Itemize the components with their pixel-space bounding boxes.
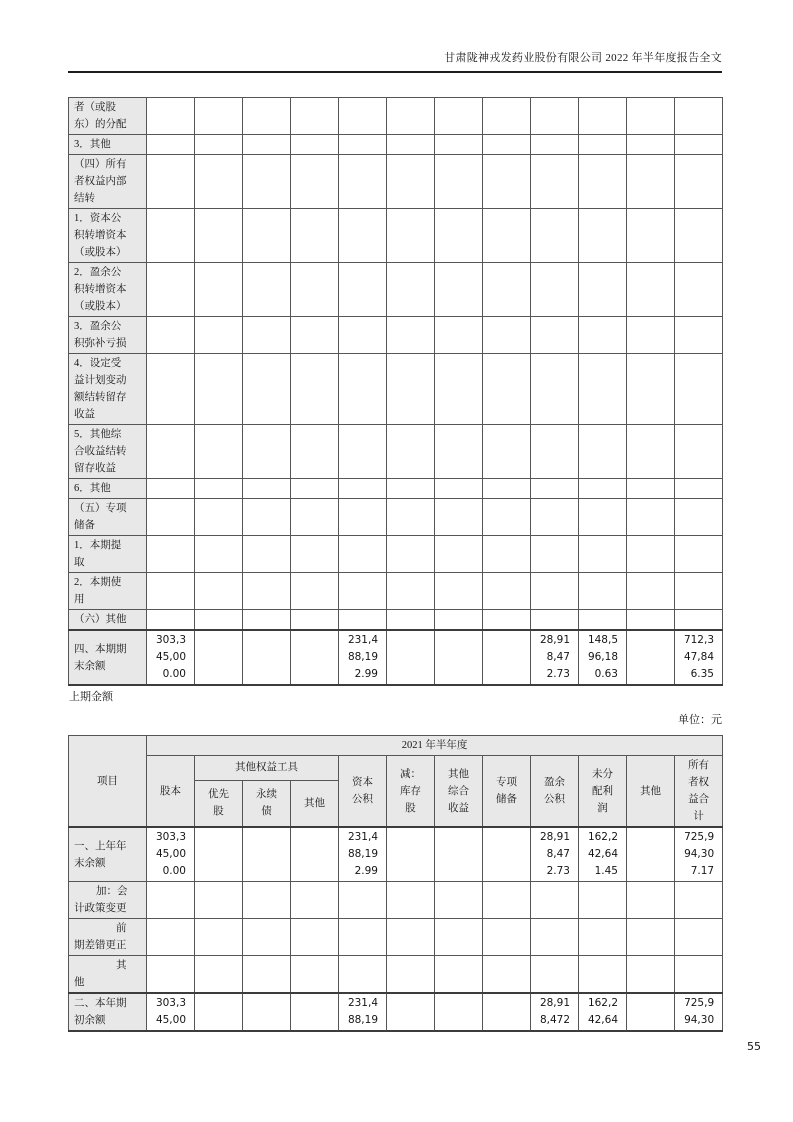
cell-value: [483, 536, 531, 573]
row-label: 2．盈余公积转增资本（或股本）: [69, 263, 147, 317]
cell-value: [531, 536, 579, 573]
cell-value: [339, 317, 387, 354]
col-header-group-other: 其他: [291, 780, 339, 827]
cell-value: [675, 573, 723, 610]
cell-value: [579, 536, 627, 573]
cell-value: [531, 882, 579, 919]
cell-value: [531, 135, 579, 155]
cell-value: [435, 499, 483, 536]
section-label-prior-period: 上期金额: [69, 691, 113, 703]
cell-value: [579, 135, 627, 155]
col-header-less-treasury-stock: 减：库存股: [387, 756, 435, 828]
table-row: [69, 536, 723, 573]
cell-value: [147, 317, 195, 354]
cell-value: [243, 479, 291, 499]
cell-value: [339, 573, 387, 610]
row-label: （六）其他: [69, 610, 147, 631]
cell-value: [435, 882, 483, 919]
cell-value: [147, 573, 195, 610]
cell-value: [675, 499, 723, 536]
cell-value: [291, 354, 339, 425]
cell-value: [195, 135, 243, 155]
cell-value: [195, 263, 243, 317]
cell-value: [627, 610, 675, 631]
cell-value: [243, 155, 291, 209]
cell-value: [531, 354, 579, 425]
cell-value: [627, 630, 675, 685]
cell-value: [627, 536, 675, 573]
cell-value: [627, 209, 675, 263]
cell-value: [483, 425, 531, 479]
table-row: [69, 919, 723, 956]
col-header-total-owners-equity: 所有者权益合计: [675, 756, 723, 828]
header-row-period: [69, 736, 723, 756]
cell-value: [483, 610, 531, 631]
col-header-capital-reserve: 资本公积: [339, 756, 387, 828]
row-label: 5．其他综合收益结转留存收益: [69, 425, 147, 479]
row-label: 其他: [69, 956, 147, 994]
cell-value: [435, 425, 483, 479]
cell-value: [291, 993, 339, 1031]
row-label: 一、上年年末余额: [69, 827, 147, 882]
cell-value: [387, 573, 435, 610]
cell-value: [531, 98, 579, 135]
cell-value: [579, 155, 627, 209]
cell-value: [195, 573, 243, 610]
cell-value: [339, 98, 387, 135]
cell-value: [147, 209, 195, 263]
cell-value: [627, 499, 675, 536]
table-row: [69, 993, 723, 1031]
cell-value: [675, 354, 723, 425]
cell-value: [195, 919, 243, 956]
cell-value: [483, 354, 531, 425]
cell-value: [147, 610, 195, 631]
cell-value: [579, 573, 627, 610]
cell-value: [291, 98, 339, 135]
cell-value: [243, 573, 291, 610]
cell-value: [435, 354, 483, 425]
cell-value: [435, 919, 483, 956]
cell-value: [531, 317, 579, 354]
cell-value: [483, 263, 531, 317]
cell-value: [339, 135, 387, 155]
cell-value: [579, 499, 627, 536]
cell-value: [387, 98, 435, 135]
row-label: 加：会计政策变更: [69, 882, 147, 919]
cell-value: [147, 425, 195, 479]
cell-value: [531, 610, 579, 631]
cell-value: [627, 956, 675, 994]
cell-value: [243, 919, 291, 956]
col-header-period: 2021 年半年度: [147, 736, 723, 756]
cell-value: [435, 263, 483, 317]
cell-value: [627, 882, 675, 919]
cell-value: [243, 425, 291, 479]
header-row-groups: [69, 756, 723, 781]
cell-value: [579, 425, 627, 479]
cell-value: [675, 919, 723, 956]
row-label: 者（或股东）的分配: [69, 98, 147, 135]
table-row: [69, 425, 723, 479]
row-label: 1．本期提取: [69, 536, 147, 573]
cell-value: [483, 317, 531, 354]
cell-value: [195, 956, 243, 994]
cell-value: [339, 479, 387, 499]
cell-value: 28,918,472.73: [531, 630, 579, 685]
cell-value: [243, 827, 291, 882]
table-row: [69, 827, 723, 882]
cell-value: [387, 354, 435, 425]
header-rule: [68, 71, 722, 73]
row-label: 3．盈余公积弥补亏损: [69, 317, 147, 354]
cell-value: [147, 135, 195, 155]
cell-value: [627, 919, 675, 956]
cell-value: [531, 425, 579, 479]
cell-value: [243, 135, 291, 155]
cell-value: [483, 630, 531, 685]
cell-value: [195, 993, 243, 1031]
col-header-item: 项目: [69, 736, 147, 828]
cell-value: [483, 827, 531, 882]
row-label: 2．本期使用: [69, 573, 147, 610]
cell-value: [627, 993, 675, 1031]
row-label: 二、本年期初余额: [69, 993, 147, 1031]
cell-value: [531, 479, 579, 499]
cell-value: [579, 956, 627, 994]
col-header-undistributed-profit: 未分配利润: [579, 756, 627, 828]
cell-value: [675, 317, 723, 354]
cell-value: [387, 956, 435, 994]
page-number: 55: [747, 1040, 761, 1053]
table-row: [69, 956, 723, 994]
table-row: [69, 263, 723, 317]
col-header-special-reserve: 专项储备: [483, 756, 531, 828]
cell-value: [339, 499, 387, 536]
cell-value: [147, 98, 195, 135]
table-row: [69, 630, 723, 685]
cell-value: [243, 993, 291, 1031]
cell-value: [483, 919, 531, 956]
cell-value: [675, 155, 723, 209]
cell-value: [291, 536, 339, 573]
equity-change-table-current-period: [68, 97, 723, 686]
cell-value: [147, 499, 195, 536]
row-label: （五）专项储备: [69, 499, 147, 536]
cell-value: [147, 536, 195, 573]
cell-value: [195, 499, 243, 536]
cell-value: [387, 317, 435, 354]
cell-value: [483, 98, 531, 135]
cell-value: [675, 536, 723, 573]
cell-value: [531, 209, 579, 263]
cell-value: [483, 135, 531, 155]
cell-value: [579, 919, 627, 956]
cell-value: [435, 956, 483, 994]
cell-value: [627, 573, 675, 610]
cell-value: [339, 956, 387, 994]
row-label: 4．设定受益计划变动额结转留存收益: [69, 354, 147, 425]
cell-value: [291, 425, 339, 479]
cell-value: [675, 425, 723, 479]
cell-value: [291, 827, 339, 882]
cell-value: [531, 956, 579, 994]
cell-value: [339, 536, 387, 573]
cell-value: [387, 135, 435, 155]
cell-value: [483, 573, 531, 610]
cell-value: [627, 354, 675, 425]
col-header-surplus-reserve: 盈余公积: [531, 756, 579, 828]
cell-value: [291, 610, 339, 631]
cell-value: [243, 354, 291, 425]
cell-value: [339, 919, 387, 956]
cell-value: [195, 155, 243, 209]
cell-value: [531, 263, 579, 317]
cell-value: [435, 610, 483, 631]
table-row: [69, 354, 723, 425]
cell-value: [291, 919, 339, 956]
cell-value: [243, 882, 291, 919]
cell-value: [195, 479, 243, 499]
cell-value: [531, 499, 579, 536]
cell-value: 231,488,192.99: [339, 827, 387, 882]
cell-value: [243, 317, 291, 354]
cell-value: [435, 155, 483, 209]
cell-value: [483, 882, 531, 919]
cell-value: [579, 354, 627, 425]
cell-value: [147, 354, 195, 425]
cell-value: [339, 882, 387, 919]
cell-value: [675, 956, 723, 994]
row-label: 6．其他: [69, 479, 147, 499]
cell-value: 303,345,00: [147, 993, 195, 1031]
cell-value: [339, 425, 387, 479]
cell-value: [579, 882, 627, 919]
cell-value: [531, 573, 579, 610]
cell-value: 725,994,30: [675, 993, 723, 1031]
cell-value: [579, 317, 627, 354]
cell-value: [675, 135, 723, 155]
cell-value: [627, 479, 675, 499]
cell-value: 303,345,000.00: [147, 630, 195, 685]
table-row: [69, 610, 723, 631]
cell-value: [243, 209, 291, 263]
col-header-perpetual-bonds: 永续债: [243, 780, 291, 827]
cell-value: [483, 155, 531, 209]
cell-value: [291, 499, 339, 536]
cell-value: [483, 479, 531, 499]
cell-value: [147, 919, 195, 956]
cell-value: [531, 919, 579, 956]
cell-value: [339, 354, 387, 425]
cell-value: [435, 98, 483, 135]
table-row: [69, 209, 723, 263]
cell-value: [147, 263, 195, 317]
cell-value: [579, 479, 627, 499]
cell-value: [195, 882, 243, 919]
cell-value: [387, 499, 435, 536]
cell-value: [147, 479, 195, 499]
cell-value: [243, 956, 291, 994]
cell-value: [195, 610, 243, 631]
cell-value: 162,242,641.45: [579, 827, 627, 882]
cell-value: [531, 155, 579, 209]
cell-value: 231,488,192.99: [339, 630, 387, 685]
cell-value: [243, 536, 291, 573]
cell-value: [435, 135, 483, 155]
cell-value: [387, 425, 435, 479]
cell-value: [339, 610, 387, 631]
cell-value: [243, 630, 291, 685]
cell-value: [627, 98, 675, 135]
cell-value: [435, 630, 483, 685]
unit-label: 单位：元: [678, 714, 722, 726]
cell-value: [291, 135, 339, 155]
table-row: [69, 98, 723, 135]
cell-value: 28,918,472: [531, 993, 579, 1031]
cell-value: [195, 827, 243, 882]
cell-value: [387, 993, 435, 1031]
row-label: 3．其他: [69, 135, 147, 155]
cell-value: [243, 98, 291, 135]
cell-value: [387, 155, 435, 209]
table-row: [69, 882, 723, 919]
cell-value: 162,242,64: [579, 993, 627, 1031]
cell-value: [627, 827, 675, 882]
cell-value: [387, 919, 435, 956]
cell-value: 148,596,180.63: [579, 630, 627, 685]
cell-value: [339, 155, 387, 209]
table-row: [69, 499, 723, 536]
cell-value: 712,347,846.35: [675, 630, 723, 685]
cell-value: [675, 263, 723, 317]
cell-value: [147, 882, 195, 919]
cell-value: [387, 536, 435, 573]
cell-value: [195, 354, 243, 425]
row-label: 四、本期期末余额: [69, 630, 147, 685]
cell-value: [195, 630, 243, 685]
cell-value: [627, 135, 675, 155]
cell-value: [675, 610, 723, 631]
cell-value: [243, 499, 291, 536]
table-row: [69, 573, 723, 610]
cell-value: [435, 993, 483, 1031]
cell-value: [291, 263, 339, 317]
table-row: [69, 479, 723, 499]
table-row: [69, 317, 723, 354]
cell-value: 725,994,307.17: [675, 827, 723, 882]
cell-value: [195, 425, 243, 479]
cell-value: [387, 630, 435, 685]
cell-value: [147, 956, 195, 994]
cell-value: [675, 209, 723, 263]
cell-value: [483, 209, 531, 263]
cell-value: [291, 956, 339, 994]
cell-value: [339, 209, 387, 263]
cell-value: [195, 536, 243, 573]
cell-value: [243, 610, 291, 631]
cell-value: [675, 479, 723, 499]
col-header-other-equity-instruments: 其他权益工具: [195, 756, 339, 781]
cell-value: [579, 263, 627, 317]
cell-value: [291, 479, 339, 499]
cell-value: [291, 882, 339, 919]
cell-value: [147, 155, 195, 209]
cell-value: [579, 209, 627, 263]
col-header-share-capital: 股本: [147, 756, 195, 828]
cell-value: [627, 425, 675, 479]
cell-value: [291, 209, 339, 263]
cell-value: [483, 993, 531, 1031]
cell-value: [195, 317, 243, 354]
cell-value: [291, 155, 339, 209]
cell-value: [627, 263, 675, 317]
cell-value: [387, 209, 435, 263]
cell-value: [435, 536, 483, 573]
cell-value: [483, 956, 531, 994]
col-header-other-comprehensive-income: 其他综合收益: [435, 756, 483, 828]
cell-value: [243, 263, 291, 317]
cell-value: [387, 610, 435, 631]
cell-value: [483, 499, 531, 536]
cell-value: [579, 98, 627, 135]
cell-value: [387, 263, 435, 317]
cell-value: [291, 317, 339, 354]
col-header-preferred-shares: 优先股: [195, 780, 243, 827]
cell-value: [291, 573, 339, 610]
table-row: [69, 155, 723, 209]
col-header-other: 其他: [627, 756, 675, 828]
cell-value: [291, 630, 339, 685]
cell-value: [579, 610, 627, 631]
table-row: [69, 135, 723, 155]
cell-value: [387, 827, 435, 882]
cell-value: 28,918,472.73: [531, 827, 579, 882]
cell-value: [339, 263, 387, 317]
cell-value: [195, 98, 243, 135]
equity-change-table-prior-period: [68, 735, 723, 1032]
cell-value: [435, 573, 483, 610]
report-header-title: 甘肃陇神戎发药业股份有限公司 2022 年半年度报告全文: [444, 52, 722, 64]
cell-value: [387, 479, 435, 499]
cell-value: [675, 882, 723, 919]
cell-value: [435, 209, 483, 263]
cell-value: [627, 155, 675, 209]
cell-value: [627, 317, 675, 354]
cell-value: 303,345,000.00: [147, 827, 195, 882]
row-label: （四）所有者权益内部结转: [69, 155, 147, 209]
cell-value: [435, 479, 483, 499]
cell-value: [195, 209, 243, 263]
cell-value: [435, 317, 483, 354]
cell-value: [435, 827, 483, 882]
cell-value: 231,488,19: [339, 993, 387, 1031]
row-label: 前期差错更正: [69, 919, 147, 956]
cell-value: [387, 882, 435, 919]
cell-value: [675, 98, 723, 135]
row-label: 1．资本公积转增资本（或股本）: [69, 209, 147, 263]
